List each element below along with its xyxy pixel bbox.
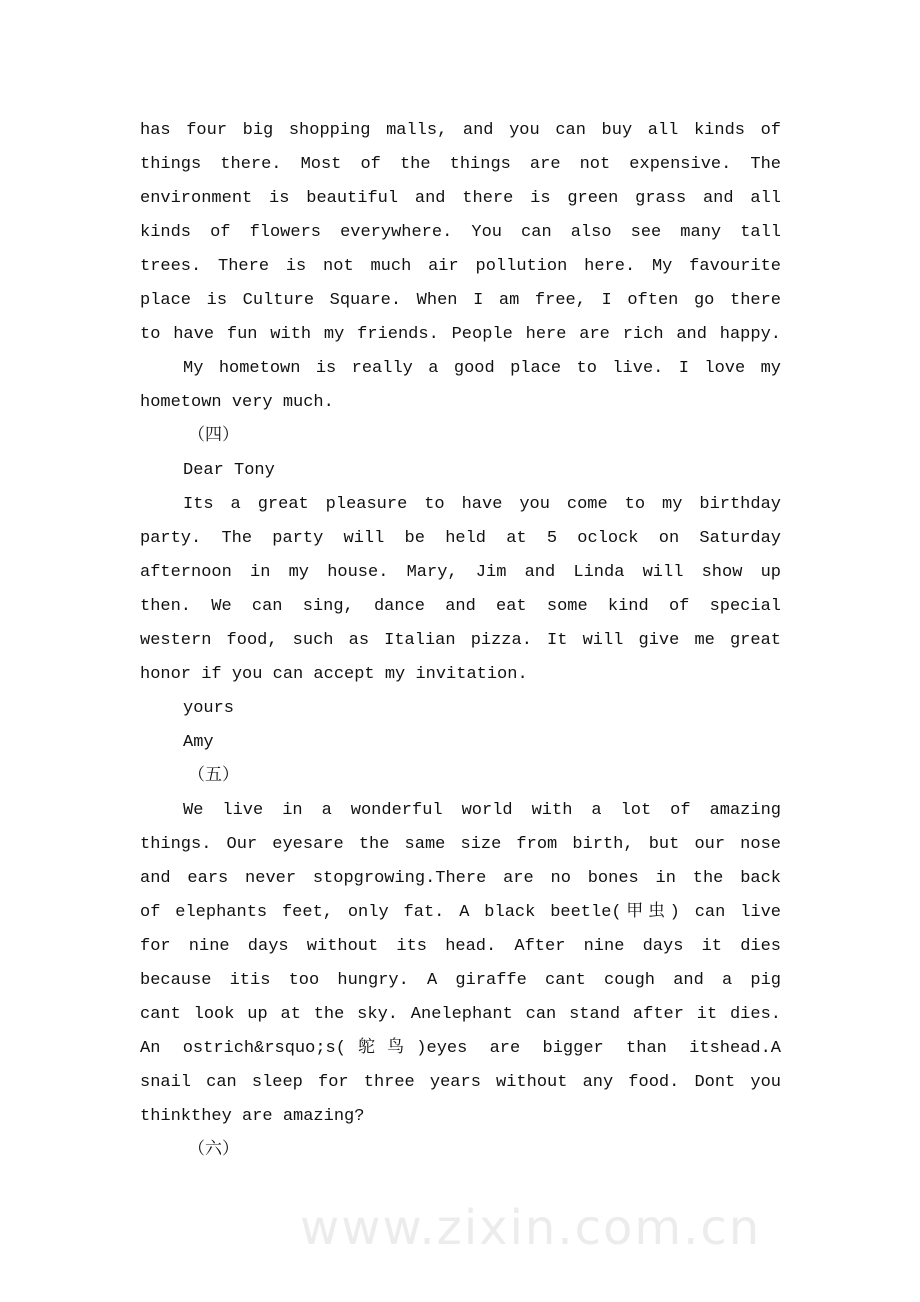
text-line: snail can sleep for three years without any food. Dont you: [140, 1073, 781, 1092]
text-line: things. Our eyesare the same size from birth, but our nose: [140, 835, 781, 854]
text-line: to have fun with my friends. People here are rich and happy.: [140, 325, 781, 344]
letter-closing: yours: [183, 699, 235, 718]
letter-salutation: Dear Tony: [183, 461, 275, 480]
text-line: then. We can sing, dance and eat some kind of special: [140, 597, 781, 616]
section-heading: （四）: [188, 427, 239, 446]
text-line: cant look up at the sky. Anelephant can stand after it dies.: [140, 1005, 781, 1024]
document-page: [140, 118, 781, 1172]
text-line: for nine days without its head. After nine days it dies: [140, 937, 781, 956]
text-line: My hometown is really a good place to live. I love my: [183, 359, 781, 378]
section-heading: （五）: [188, 767, 239, 786]
text-line: environment is beautiful and there is green grass and all: [140, 189, 781, 208]
text-line: afternoon in my house. Mary, Jim and Linda will show up: [140, 563, 781, 582]
text-line: of elephants feet, only fat. A black beetle(甲虫) can live: [140, 903, 781, 922]
text-line: We live in a wonderful world with a lot of amazing: [183, 801, 781, 820]
text-line: thinkthey are amazing?: [140, 1107, 365, 1126]
text-line: place is Culture Square. When I am free, I often go there: [140, 291, 781, 310]
text-line: honor if you can accept my invitation.: [140, 665, 528, 684]
watermark: www.zixin.com.cn: [300, 1200, 762, 1256]
letter-signature: Amy: [183, 733, 214, 752]
text-line: because itis too hungry. A giraffe cant cough and a pig: [140, 971, 781, 990]
text-line: party. The party will be held at 5 oclock on Saturday: [140, 529, 781, 548]
text-line: trees. There is not much air pollution here. My favourite: [140, 257, 781, 276]
text-line: kinds of flowers everywhere. You can also see many tall: [140, 223, 781, 242]
text-line: hometown very much.: [140, 393, 334, 412]
text-line: things there. Most of the things are not expensive. The: [140, 155, 781, 174]
section-heading: （六）: [188, 1141, 239, 1160]
text-line: Its a great pleasure to have you come to my birthday: [183, 495, 781, 514]
text-line: and ears never stopgrowing.There are no bones in the back: [140, 869, 781, 888]
text-line: An ostrich&rsquo;s(鸵鸟)eyes are bigger than itshead.A: [140, 1039, 781, 1058]
text-line: has four big shopping malls, and you can buy all kinds of: [140, 121, 781, 140]
text-line: western food, such as Italian pizza. It will give me great: [140, 631, 781, 650]
